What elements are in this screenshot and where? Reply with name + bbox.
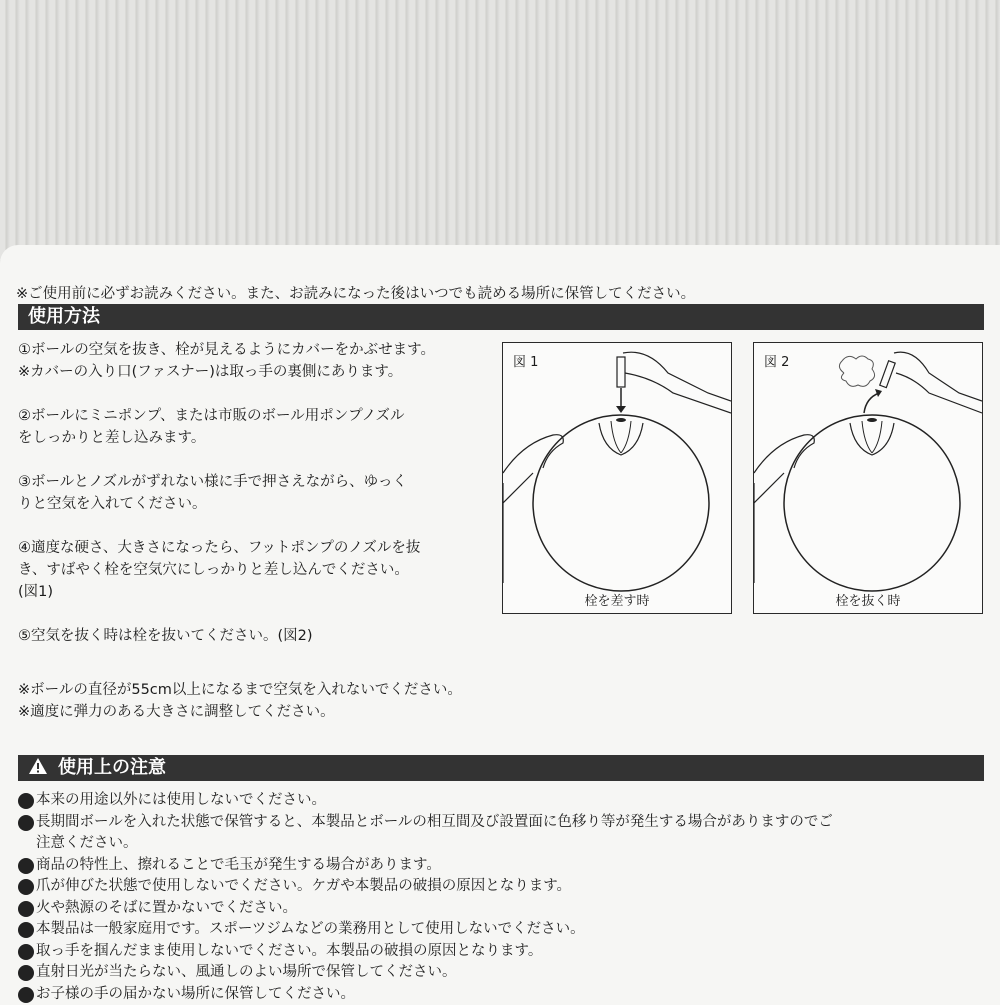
caution-text: 爪が伸びた状態で使用しないでください。ケガや本製品の破損の原因となります。 — [36, 876, 571, 898]
bullet-dot-icon — [18, 879, 34, 895]
usage-footnotes — [18, 679, 462, 723]
figure-1-label: 図 1 — [513, 351, 538, 370]
list-item — [18, 941, 988, 963]
ball-plug-insert-illustration — [503, 343, 731, 613]
figure-1-caption: 栓を差す時 — [503, 590, 731, 609]
step-4 — [18, 537, 498, 603]
figure-1 — [502, 342, 732, 614]
list-item — [18, 984, 988, 1005]
step-line: ※カバーの入り口(ファスナー)は取っ手の裏側にあります。 — [18, 361, 498, 383]
figure-2 — [753, 342, 983, 614]
list-item — [18, 919, 988, 941]
bullet-dot-icon — [18, 858, 34, 874]
step-line: りと空気を入れてください。 — [18, 493, 498, 515]
bullet-dot-icon — [18, 815, 34, 831]
footnote: ※ボールの直径が55cm以上になるまで空気を入れないでください。 — [18, 679, 462, 701]
fabric-background — [0, 0, 1000, 260]
caution-text: 本来の用途以外には使用しないでください。 — [36, 790, 326, 812]
step-3 — [18, 471, 498, 515]
list-item — [18, 812, 988, 855]
usage-steps — [18, 339, 498, 669]
caution-text: 本製品は一般家庭用です。スポーツジムなどの業務用として使用しないでください。 — [36, 919, 585, 941]
step-line: ②ボールにミニポンプ、または市販のボール用ポンプノズル — [18, 405, 498, 427]
step-2 — [18, 405, 498, 449]
caution-text: 直射日光が当たらない、風通しのよい場所で保管してください。 — [36, 962, 457, 984]
bullet-dot-icon — [18, 922, 34, 938]
figure-2-label: 図 2 — [764, 351, 789, 370]
list-item — [18, 898, 988, 920]
list-item — [18, 855, 988, 877]
step-line: ④適度な硬さ、大きさになったら、フットポンプのノズルを抜 — [18, 537, 498, 559]
footnote: ※適度に弾力のある大きさに調整してください。 — [18, 701, 462, 723]
ball-plug-remove-illustration — [754, 343, 982, 613]
list-item — [18, 962, 988, 984]
step-5 — [18, 625, 498, 647]
bullet-dot-icon — [18, 901, 34, 917]
caution-text: 取っ手を掴んだまま使用しないでください。本製品の破損の原因となります。 — [36, 941, 542, 963]
warning-triangle-icon — [28, 757, 48, 775]
caution-heading-bar — [18, 755, 984, 781]
bullet-dot-icon — [18, 944, 34, 960]
step-line: ③ボールとノズルがずれない様に手で押さえながら、ゆっく — [18, 471, 498, 493]
caution-text: お子様の手の届かない場所に保管してください。 — [36, 984, 355, 1005]
step-line: き、すばやく栓を空気穴にしっかりと差し込んでください。 — [18, 559, 498, 581]
bullet-dot-icon — [18, 793, 34, 809]
step-1 — [18, 339, 498, 383]
step-line: ⑤空気を抜く時は栓を抜いてください。(図2) — [18, 625, 498, 647]
caution-list — [18, 790, 988, 1005]
list-item — [18, 790, 988, 812]
bullet-dot-icon — [18, 965, 34, 981]
caution-heading: 使用上の注意 — [58, 757, 166, 778]
caution-text: 商品の特性上、擦れることで毛玉が発生する場合があります。 — [36, 855, 441, 877]
list-item — [18, 876, 988, 898]
bullet-dot-icon — [18, 987, 34, 1003]
caution-text: 火や熱源のそばに置かないでください。 — [36, 898, 297, 920]
usage-heading: 使用方法 — [28, 306, 100, 327]
step-line: (図1) — [18, 581, 498, 603]
step-line: をしっかりと差し込みます。 — [18, 427, 498, 449]
top-note: ※ご使用前に必ずお読みください。また、お読みになった後はいつでも読める場所に保管してください。 — [16, 282, 695, 303]
figure-2-caption: 栓を抜く時 — [754, 590, 982, 609]
caution-text: 長期間ボールを入れた状態で保管すると、本製品とボールの相互間及び設置面に色移り等が発生する場合がありますのでご 注意ください。 — [36, 812, 833, 855]
usage-heading-bar — [18, 304, 984, 330]
instruction-card — [0, 245, 1000, 1005]
step-line: ①ボールの空気を抜き、栓が見えるようにカバーをかぶせます。 — [18, 339, 498, 361]
